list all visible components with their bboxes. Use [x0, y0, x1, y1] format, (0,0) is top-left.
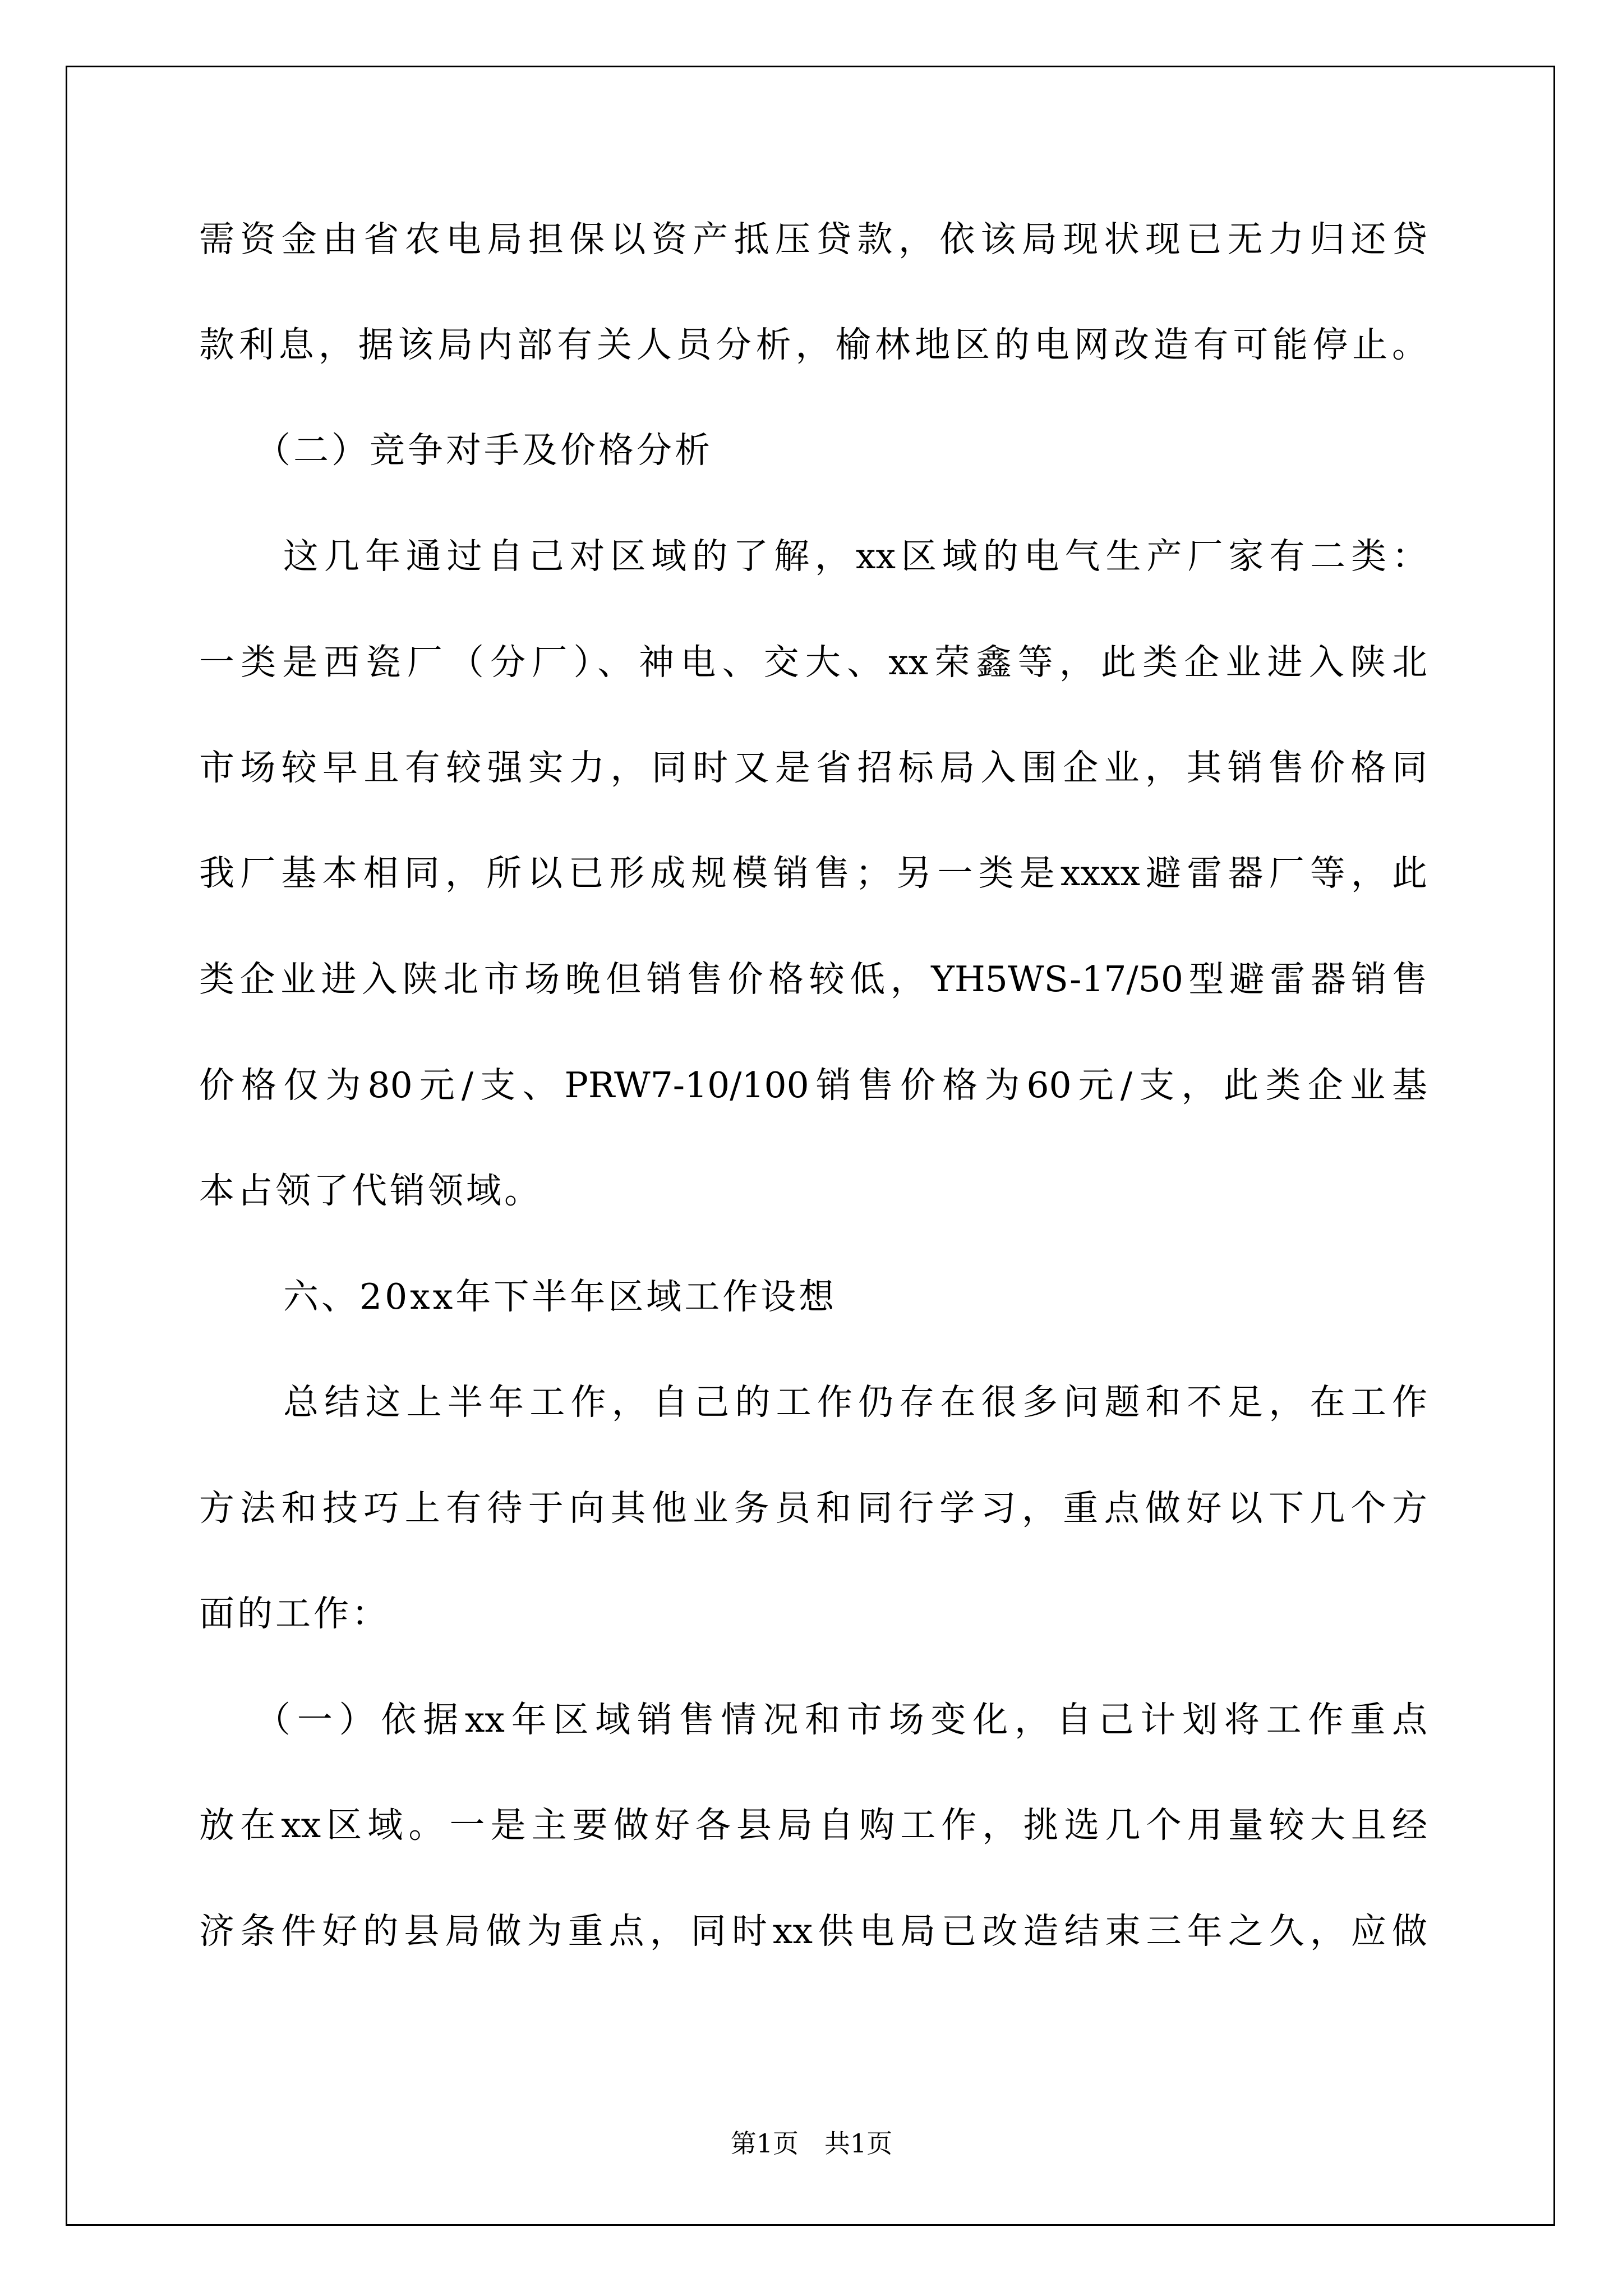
section-heading: （二）竞争对手及价格分析 [255, 430, 713, 471]
paragraph-line: 价格仅为80元/支、PRW7-10/100销售价格为60元/支，此类企业基 [199, 1065, 1427, 1106]
page-footer [0, 2128, 1623, 2159]
paragraph-line: 面的工作： [199, 1593, 390, 1634]
paragraph-line: 市场较早且有较强实力，同时又是省招标局入围企业，其销售价格同 [199, 747, 1427, 788]
page-border [66, 66, 1555, 2226]
section-heading: 六、20xx年下半年区域工作设想 [283, 1276, 837, 1317]
paragraph-line: 一类是西瓷厂（分厂）、神电、交大、xx荣鑫等，此类企业进入陕北 [199, 642, 1427, 683]
paragraph-line: 总结这上半年工作，自己的工作仍存在很多问题和不足，在工作 [283, 1382, 1427, 1423]
paragraph-line: 放在xx区域。一是主要做好各县局自购工作，挑选几个用量较大且经 [199, 1805, 1427, 1846]
paragraph-line: 本占领了代销领域。 [199, 1170, 542, 1211]
paragraph-line: 这几年通过自己对区域的了解，xx区域的电气生产厂家有二类： [283, 536, 1427, 577]
paragraph-line: 需资金由省农电局担保以资产抵压贷款，依该局现状现已无力归还贷 [199, 219, 1427, 260]
paragraph-line: 类企业进入陕北市场晚但销售价格较低，YH5WS-17/50型避雷器销售 [199, 959, 1427, 1000]
page-total: 共1页 [824, 2128, 893, 2159]
page-number: 第1页 [730, 2128, 799, 2159]
paragraph-line: 款利息，据该局内部有关人员分析，榆林地区的电网改造有可能停止。 [199, 324, 1427, 365]
paragraph-line: 方法和技巧上有待于向其他业务员和同行学习，重点做好以下几个方 [199, 1488, 1427, 1529]
paragraph-line: （一）依据xx年区域销售情况和市场变化，自己计划将工作重点 [255, 1699, 1427, 1740]
paragraph-line: 济条件好的县局做为重点，同时xx供电局已改造结束三年之久，应做 [199, 1911, 1427, 1952]
paragraph-line: 我厂基本相同，所以已形成规模销售；另一类是xxxx避雷器厂等，此 [199, 853, 1427, 894]
